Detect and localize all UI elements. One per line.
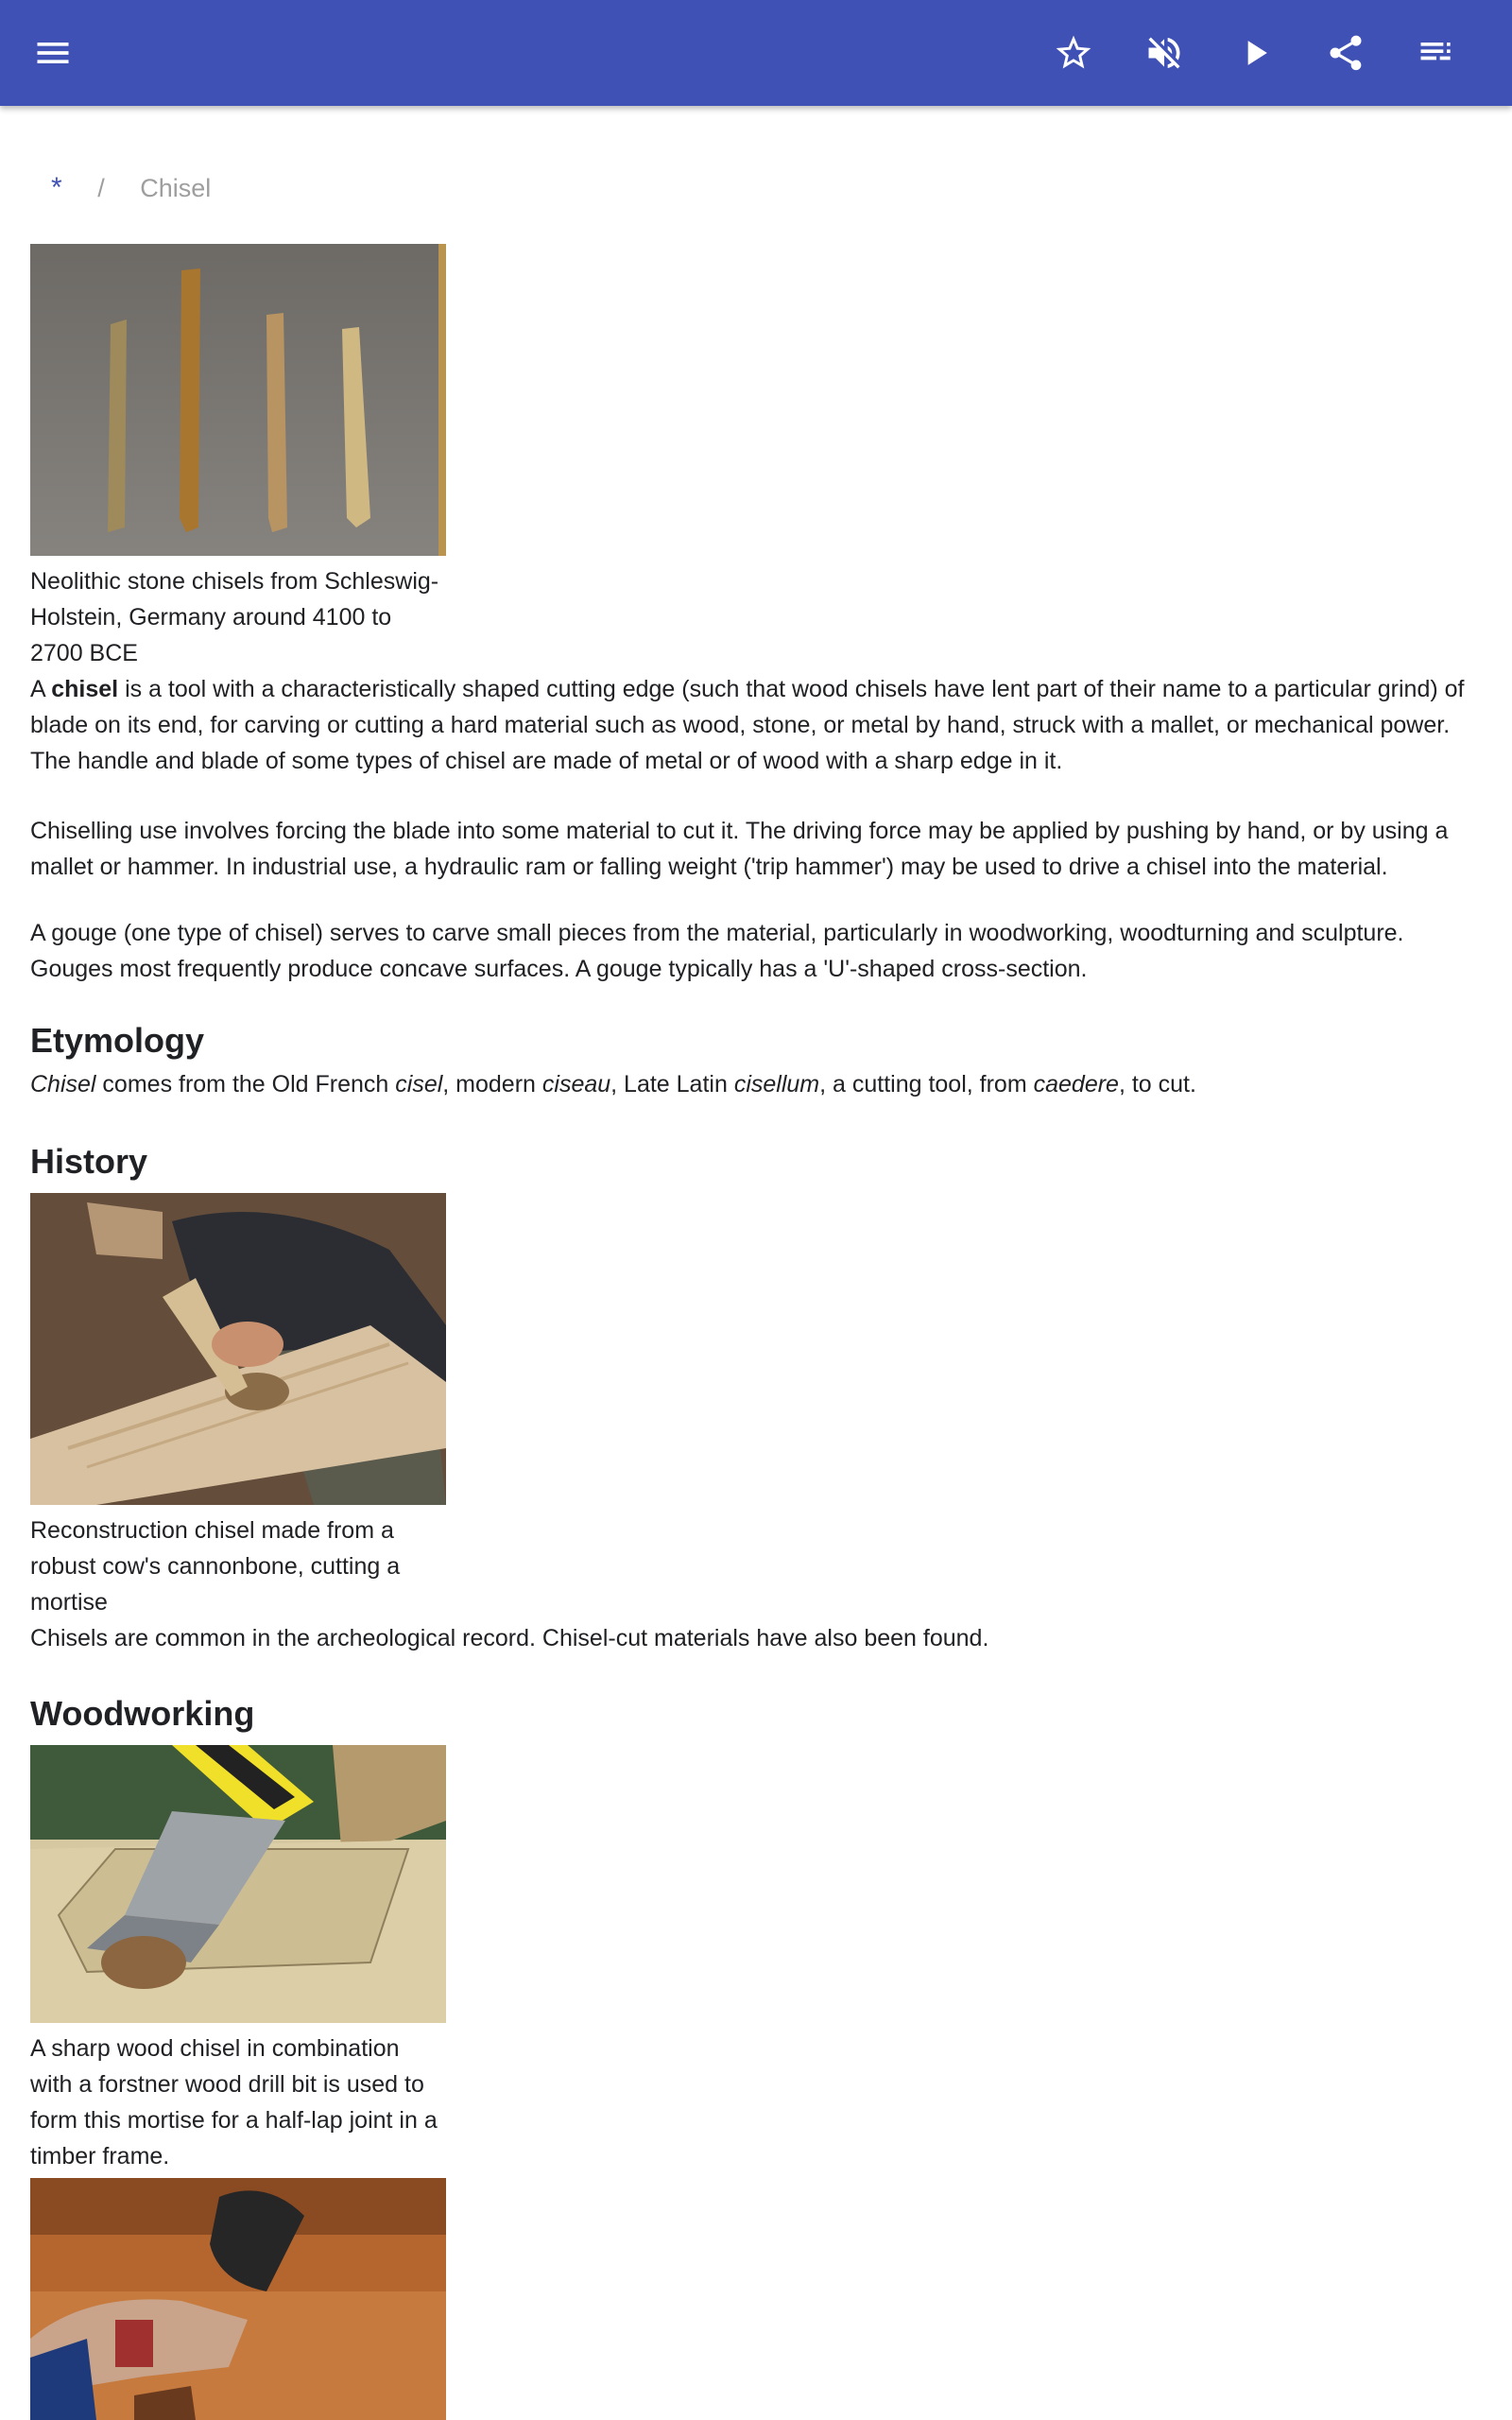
mallet-chisel-image[interactable] (30, 2178, 446, 2420)
mute-button[interactable] (1134, 23, 1194, 83)
play-button[interactable] (1225, 23, 1285, 83)
figure-mallet-chisel (30, 2178, 446, 2420)
intro-lead: A (30, 676, 52, 702)
star-icon (1053, 32, 1094, 74)
figure-caption: Neolithic stone chisels from Schleswig-Holstein, Germany around 4100 to 2700 BCE (30, 568, 439, 666)
volume-off-icon (1143, 32, 1185, 74)
heading-woodworking: Woodworking (30, 1694, 255, 1733)
etymology-word: caedere (1033, 1071, 1119, 1098)
paragraph-gouge: A gouge (one type of chisel) serves to carve small pieces from the material, particularly in woodworking, woodturning and sculpture. Gouges most frequently produce concave surfaces. A gouge typically has a 'U'-shaped cross-section. (30, 920, 1404, 982)
intro-text: is a tool with a characteristically shaped cutting edge (such that wood chisels have lent part of their name to a particular grind) of blade on its end, for carving or cutting a hard material such as wood, stone, or metal by hand, struck with a mallet, or mechanical power. The handle and blade of some types of chisel are made of metal or of wood with a sharp edge in it. (30, 676, 1465, 774)
bookmark-button[interactable] (1043, 23, 1104, 83)
contents-button[interactable] (1406, 23, 1467, 83)
heading-history: History (30, 1142, 148, 1181)
intro-paragraph (30, 671, 1486, 779)
play-icon (1234, 32, 1276, 74)
intro-term: chisel (51, 676, 119, 702)
etymology-text: , Late Latin (610, 1071, 734, 1098)
breadcrumb (51, 172, 211, 204)
menu-icon (32, 32, 74, 74)
figure-caption: Reconstruction chisel made from a robust cow's cannonbone, cutting a mortise (30, 1517, 401, 1616)
share-icon (1325, 32, 1366, 74)
heading-etymology: Etymology (30, 1021, 205, 1060)
figure-wood-chisel (30, 1745, 446, 2174)
etymology-word: cisel (395, 1071, 443, 1098)
etymology-text: , to cut. (1118, 1071, 1196, 1098)
paragraph-history: Chisels are common in the archeological record. Chisel-cut materials have also been found. (30, 1625, 989, 1651)
share-button[interactable] (1315, 23, 1376, 83)
etymology-text: , a cutting tool, from (819, 1071, 1034, 1098)
menu-button[interactable] (23, 23, 83, 83)
app-bar (0, 0, 1512, 106)
figure-stone-chisels (30, 244, 446, 671)
etymology-text: , modern (442, 1071, 542, 1098)
figure-bone-chisel (30, 1193, 446, 1620)
breadcrumb-home-link[interactable]: * (51, 172, 62, 203)
etymology-text: comes from the Old French (95, 1071, 396, 1098)
etymology-word: ciseau (541, 1071, 611, 1098)
wood-chisel-image[interactable] (30, 1745, 446, 2023)
figure-caption: A sharp wood chisel in combination with a forstner wood drill bit is used to form this mortise for a half-lap joint in a timber frame. (30, 2035, 438, 2169)
etymology-word: Chisel (30, 1071, 96, 1098)
breadcrumb-current: Chisel (140, 174, 212, 202)
playlist-icon (1416, 32, 1457, 74)
stone-chisels-image[interactable] (30, 244, 446, 556)
breadcrumb-separator: / (97, 174, 105, 202)
bone-chisel-image[interactable] (30, 1193, 446, 1505)
paragraph-usage: Chiselling use involves forcing the blade into some material to cut it. The driving force may be applied by pushing by hand, or by using a mallet or hammer. In industrial use, a hydraulic ram or falling weight ('trip hammer') may be used to drive a chisel into the material. (30, 818, 1449, 880)
paragraph-etymology (30, 1066, 1486, 1102)
etymology-word: cisellum (733, 1071, 820, 1098)
